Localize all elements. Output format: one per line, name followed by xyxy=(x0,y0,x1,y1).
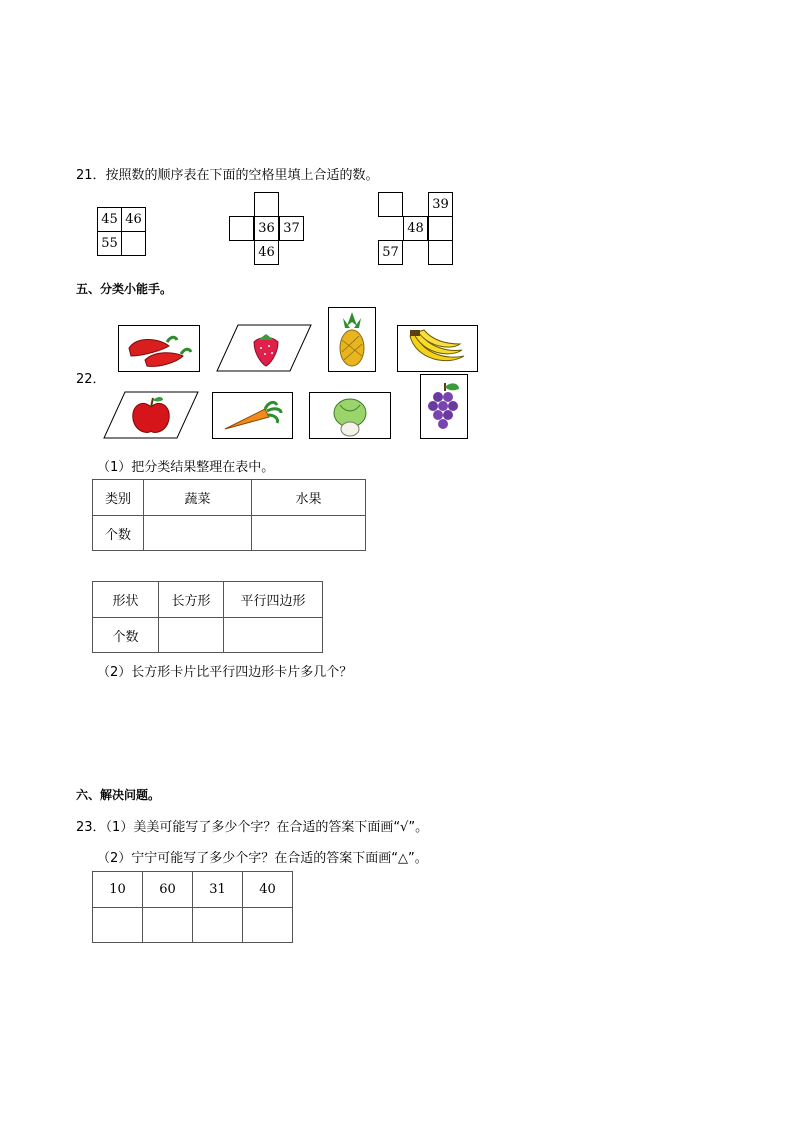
table-header-rectangle: 长方形 xyxy=(159,582,224,618)
answer-mark-cell[interactable] xyxy=(243,908,293,943)
grid-cell: 46 xyxy=(254,240,279,265)
answer-mark-cell[interactable] xyxy=(143,908,193,943)
answer-mark-cell[interactable] xyxy=(93,908,143,943)
question-22-part-2: （2）长方形卡片比平行四边形卡片多几个？ xyxy=(97,665,353,680)
answer-options-table xyxy=(92,871,293,943)
cabbage-icon xyxy=(310,393,390,438)
answer-cell-vegetable-count[interactable] xyxy=(144,516,252,551)
option-value: 40 xyxy=(243,872,293,908)
shape-table xyxy=(92,581,323,653)
grid-cell-blank xyxy=(428,240,453,265)
grid-cell: 45 xyxy=(97,207,122,232)
card-pineapple xyxy=(328,307,376,372)
question-23-part-2: （2）宁宁可能写了多少个字？在合适的答案下面画“△”。 xyxy=(97,851,428,866)
table-row-label-count: 个数 xyxy=(93,618,159,653)
question-22-number: 22． xyxy=(76,372,106,387)
grape-icon xyxy=(421,375,467,438)
section-6-title: 六、解决问题。 xyxy=(76,788,161,802)
table-header-fruit: 水果 xyxy=(252,480,366,516)
table-header-vegetable: 蔬菜 xyxy=(144,480,252,516)
grid-cell: 46 xyxy=(121,207,146,232)
table-header-shape: 形状 xyxy=(93,582,159,618)
question-21-text: 21．按照数的顺序表在下面的空格里填上合适的数。 xyxy=(76,168,379,183)
option-value: 31 xyxy=(193,872,243,908)
question-22-part-1: （1）把分类结果整理在表中。 xyxy=(97,460,275,475)
card-strawberry xyxy=(216,324,312,372)
option-value: 10 xyxy=(93,872,143,908)
grid-cell: 55 xyxy=(97,231,122,256)
grid-cell: 57 xyxy=(378,240,403,265)
card-apple xyxy=(103,391,199,439)
pineapple-icon xyxy=(329,308,375,371)
table-row-label-count: 个数 xyxy=(93,516,144,551)
answer-cell-fruit-count[interactable] xyxy=(252,516,366,551)
carrot-icon xyxy=(213,393,292,438)
card-cabbage xyxy=(309,392,391,439)
pepper-icon xyxy=(119,326,199,371)
card-banana xyxy=(397,325,478,372)
option-value: 60 xyxy=(143,872,193,908)
grid-cell-blank xyxy=(121,231,146,256)
grid-cell-blank xyxy=(378,192,403,217)
table-header-parallelogram: 平行四边形 xyxy=(224,582,323,618)
grid-cell: 36 xyxy=(254,216,279,241)
section-5-title: 五、分类小能手。 xyxy=(76,282,173,296)
grid-cell-blank xyxy=(254,192,279,217)
answer-cell-rectangle-count[interactable] xyxy=(159,618,224,653)
banana-icon xyxy=(398,326,477,371)
grid-cell-blank xyxy=(428,216,453,241)
grid-cell: 48 xyxy=(403,216,428,241)
question-23-part-1: 23．（1）美美可能写了多少个字？在合适的答案下面画“√”。 xyxy=(76,820,429,835)
card-pepper xyxy=(118,325,200,372)
grid-cell: 37 xyxy=(279,216,304,241)
grid-cell: 39 xyxy=(428,192,453,217)
answer-cell-parallelogram-count[interactable] xyxy=(224,618,323,653)
category-table xyxy=(92,479,366,551)
card-carrot xyxy=(212,392,293,439)
table-header-category: 类别 xyxy=(93,480,144,516)
card-grape xyxy=(420,374,468,439)
answer-mark-cell[interactable] xyxy=(193,908,243,943)
grid-cell-blank xyxy=(229,216,254,241)
